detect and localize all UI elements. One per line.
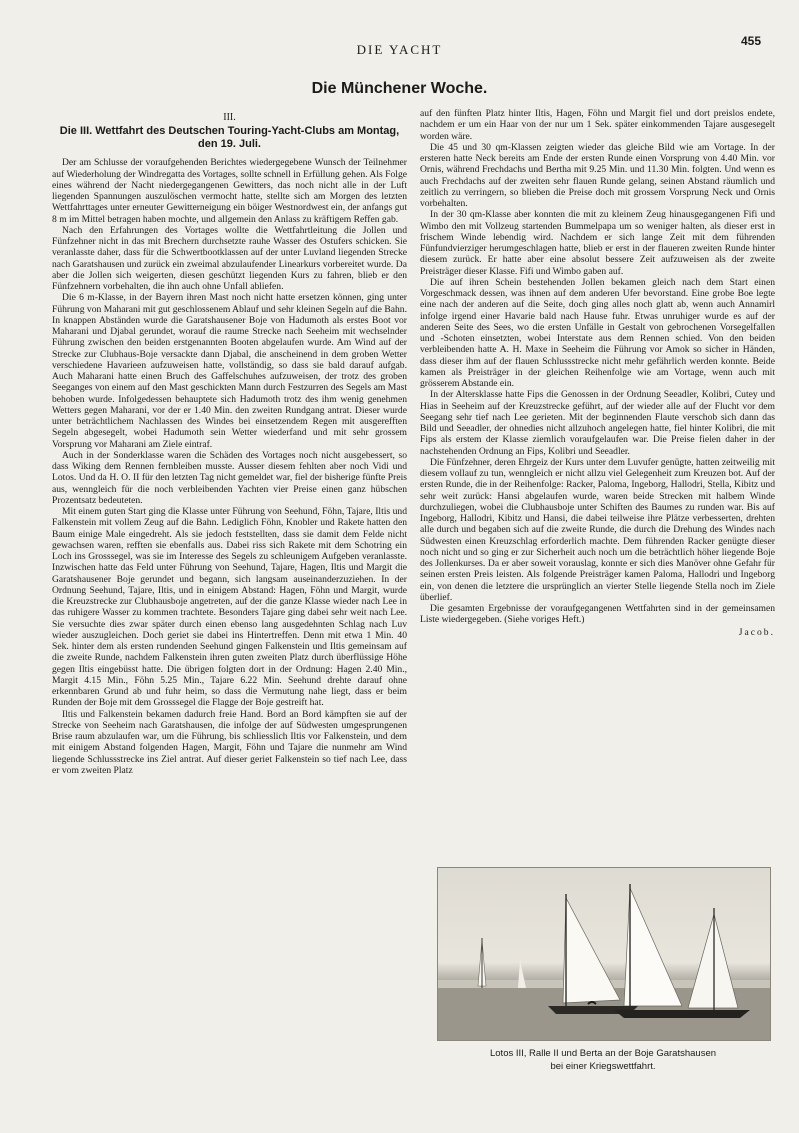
mainsail-right: [688, 914, 738, 1008]
paragraph: Die 45 und 30 qm-Klassen zeigten wieder das gleiche Bild wie am Vortage. In der ersteren hatte Neck bereits am Ende der ersten Runde einen Vorsprung von 4.40 Min. vor Ornis, während Frechdachs und Bertha mit 9.25 Min. und 11.30 Min. folgten. Und wenn es auch Frechdachs auf der zweiten sehr flauen Runde gelang, seinen Abstand räumlich und zeitlich zu verringern, so blieben die Preise doch mit grossem Vorsprung Neck und Ornis vorbehalten.: [420, 141, 775, 209]
sailing-photo: [437, 867, 771, 1041]
paragraph: In der 30 qm-Klasse aber konnten die mit zu kleinem Zeug hinausgegangenen Fifi und Wimbo den mit Vollzeug startenden Bummelpapa um so weniger halten, als dieser erst in frischem Winde lebendig wird. Nachdem er sich lange Zeit mit dem führenden Fünfundvierziger herumgeschlagen hatte, blieb er erst in der flaueren zweiten Runde hinter diesem zurück. Er hatte aber eine absolut bessere Zeit aufzuweisen als der zweite Preisträger dieser Klasse. Fifi und Wimbo gaben auf.: [420, 209, 775, 277]
paragraph: Der am Schlusse der voraufgehenden Berichtes wiedergegebene Wunsch der Teilnehmer auf Wiederholung der Windregatta des Vortages, sollte schnell in Erfüllung gehen. Als Folge eines während der Nacht niedergegangenen Gewitters, das noch nicht alle in der Luft liegenden Spannungen auszulöschen vermocht hatte, stellte sich am Morgen des letzten Wettfahrttages unter erneuter Gewitterneigung ein böiger Westnordwest ein, der anfangs gut 8 m im Mittel betragen haben mochte, und allgemein den Anlass zu kräftigem Reffen gab.: [52, 157, 408, 225]
paragraph: Die auf ihren Schein bestehenden Jollen bekamen gleich nach dem Start einen Vorgeschmack dessen, was ihnen auf dem anderen Ufer bevorstand. Eine grobe Boe legte eine nach der anderen auf die Seite, doch ging alles noch glatt ab, wenn auch Annamirl infolge irgend einer Havarie bald nach Hause fuhr. Etwas unruhiger wurde es auf der anderen Seite des Sees, wo die ersten Unfälle in Gestalt von gebrochenen Vorsegelfallen und -Schoten einsetzten, wobei Interstate aus dem Rennen schied. Von den beiden verbleibenden hatte A. H. Maxe in Seeheim die Führung vor Amok so sicher in Händen, dass dieser ihm auf der flauen Schlussstrecke nicht mehr gefährlich werden konnte. Beide kamen als Preisträger in der gleichen Reihenfolge wie am Vortage, wenn auch mit grösserem Abstande ein.: [420, 276, 775, 389]
author-signature: Jacob.: [738, 626, 775, 638]
hull-right: [614, 1010, 750, 1018]
paragraph: Nach den Erfahrungen des Vortages wollte die Wettfahrtleitung die Jollen und Fünfzehner nicht in das mit Brechern durchsetzte rauhe Wasser des Ostufers schicken. Sie veranlasste daher, dass für die Schwertbootklassen auf der unter Luvland liegenden Strecke nach Garatshausen und zurück ein zweimal abzulaufender Linearkurs vorbereitet wurde. Da aber die Jollen sich weigerten, diesen geschützt liegenden Kurs zu fahren, blieb er den Fünfzehnern vorbehalten, die ihn auch ohne Unfall abliefen.: [52, 224, 407, 292]
left-column: [52, 112, 407, 776]
page-number: 455: [740, 34, 761, 48]
paragraph: Die 6 m-Klasse, in der Bayern ihren Mast noch nicht hatte ersetzen können, ging unter Führung von Maharani mit gut geschlossenem Ablauf und sehr kleinen Segeln auf die Bahn. In knappen Abständen wurde die Garatshausener Boje von Hadumoth als erstes Boot vor Maharani und Djabal gerundet, worauf die raume Strecke nach Seeheim mit wechselnder Führung zwischen den beiden erstgenannten Booten abgelaufen wurde. Am Wind auf der Strecke zur Clubhaus-Boje versackte dann Djabal, die anscheinend in dem groben Wetter verschiedene Havarieen aufzuweisen hatte, vollständig, so dass sie bald darauf aufgab. Auch Maharani hatte einen Bruch des Gaffelschuhes aufzuweisen, der trotz des groben Seeganges von einem auf den Mast geschickten Mann durch Festzurren des Segels am Mast behoben wurde. Infolgedessen behauptete sich Hadumoth trotz des ihm wenig genehmen Wetters gegen Maharani, vor der er 1.40 Min. den zweiten Rundgang antrat. Dieser wurde unter beträchtlichem Nachlassen des Windes bei einsetzendem Regen mit ausgerefften Segeln abgesegelt, wobei Hadumoth sein Wetter wiederfand und mit sehr grossem Vorsprung vor Maharani am Ziele eintraf.: [52, 292, 407, 450]
paragraph: Auch in der Sonderklasse waren die Schäden des Vortages noch nicht ausgebessert, so dass Wiking dem Rennen fernbleiben musste. Ausser diesem fehlten aber noch Vidi und Lotos. Und da H. O. II für den letzten Tag nicht gemeldet war, fiel der bisherige fünfte Preis aus, wenngleich für die noch verbleibenden Yachten vier Preise einen ganz hübschen Prozentsatz bedeuteten.: [52, 449, 407, 506]
paragraph: In der Altersklasse hatte Fips die Genossen in der Ordnung Seeadler, Kolibri, Cutey und Hias in Seeheim auf der Kreuzstrecke geführt, auf der wieder alle auf der Flucht vor dem Seegang sehr tief nach Lee gerieten. Mit der beginnenden Flaute verschob sich dann das Bild und Seeadler, der ohnedies nicht allzuhoch angelegen hatte, fiel hinter Kolibri, die mit Fips als erstem der Klasse ziemlich voraufgelaufen war. Die Preise fielen daher in der nachstehenden Ordnung an Fips, Kolibri und Seeadler.: [420, 389, 775, 457]
photo-caption: [437, 1047, 769, 1073]
article-title: Die Münchener Woche.: [311, 80, 488, 97]
running-header: DIE YACHT: [356, 42, 443, 57]
distant-sail-small: [518, 960, 526, 988]
mainsail-left: [563, 898, 620, 1003]
right-column: [420, 108, 775, 638]
paragraph: Iltis und Falkenstein bekamen dadurch freie Hand. Bord an Bord kämpften sie auf der Strecke von Seeheim nach Garatshausen, die infolge der auf Südwesten umgesprungenen Brise raum abzulaufen war, um die Führung, bis schliesslich Iltis vor Falkenstein, und dem mit einigem Abstand folgenden Hagen, Margit, Föhn und Tajare die nunmehr am Wind liegende Schlussstrecke ins Ziel antrat. Auf dieser geriet Falkenstein so tief nach Lee, dass er vom zweiten Platz: [52, 708, 407, 776]
paragraph: Die gesamten Ergebnisse der voraufgegangenen Wettfahrten sind in der gemeinsamen Liste wiedergegeben. (Siehe voriges Heft.): [420, 603, 775, 626]
caption-line: bei einer Kriegswettfahrt.: [550, 1061, 656, 1072]
section-number: III.: [223, 112, 236, 123]
photo-illustration: [438, 868, 770, 1040]
paragraph: Mit einem guten Start ging die Klasse unter Führung von Seehund, Föhn, Tajare, Iltis und Falkenstein mit vollem Zeug auf die Bahn. Lediglich Föhn, Knobler und Rakete hatten den Baum einige Male eingedreht. Als sie jedoch feststellten, dass sie damit dem Felde nicht gewachsen waren, refften sie ebenfalls aus. Dabei riss sich Rakete mit dem Schotring ein Loch ins Grosssegel, was sie im Interesse des Segels zu schleunigem Aufgeben veranlasste. Inzwischen hatte das Feld unter Führung von Seehund, Tajare, Hagen, Iltis und Margit die Garatshausener Boje gerundet und begann, sich langsam auseinanderzuziehen. In der Ordnung Seehund, Tajare, Iltis, und in einigem Abstand: Hagen, Föhn und Margit, wurde die Kreuzstrecke zur Clubhausboje angetreten, auf der die ganze Klasse wieder nach Lee in das ruhigere Wasser zu kommen trachtete. Besonders Tajare ging dabei sehr weit nach Lee. Sie versuchte dies zwar später durch einen ebenso lang ausgedehnten Schlag nach Luv wieder auszugleichen. Doch geriet sie dabei ins Hintertreffen. Denn mit etwa 1 Min. 40 Sek. hinter dem als ersten rundenden Seehund gingen Falkenstein und Iltis gemeinsam auf die zweite Runde, nachdem Falkenstein ihren guten zweiten Platz durch überflüssige Höhe gegen Iltis eingebüsst hatte. Die übrigen folgten dort in der Ordnung: Hagen 2.40 Min., Margit 4.15 Min., Föhn 5.25 Min., Tajare 6.22 Min. Seehund drehte darauf ohne erkennbaren Grund ab und fuhr heim, so dass die Vermutung nahe liegt, dass er beim Runden der Boje mit dem Grosssegel die Flagge der Boje gestreift hat.: [52, 506, 407, 709]
mainsail-center: [624, 888, 682, 1006]
paragraph: Die Fünfzehner, deren Ehrgeiz der Kurs unter dem Luvufer genügte, hatten zeitweilig mit diesem vollauf zu tun, wenngleich er nicht allzu viel Gelegenheit zum Kreuzen bot. Auf der ersten Runde, die in der Reihenfolge: Racker, Paloma, Ingeborg, Hallodri, Stella, Kibitz und sehr weit zurück: Hansi abgelaufen wurde, waren beide Strecken mit halbem Winde durchzuliegen, wobei die Clubhausboje unter Schiften des Baumes zu runden war. Bis auf Ingeborg, Hallodri, Kibitz und Hansi, die dabei teilweise ihre Plätze verbesserten, drehten alle durch und begaben sich auf die zweite Runde, die durch die Drehung des Windes nach Südwesten einen Kreuzschlag erforderlich machte. Dem führenden Racker genügte dieser noch nicht und so ging er zur Sicherheit auch noch um die beträchtlich höher liegende Boje des Jollenkurses. Da er aber soweit vorauslag, konnte er sich dies Manöver ohne Gefahr für seinen ersten Preis leisten. Als folgende Preisträger kamen Paloma, Hallodri und Ingeborg ein, von denen die letztere die ursprünglich an vierter Stelle liegende Stella noch im Ziele überlief.: [420, 456, 775, 603]
caption-line: Lotos III, Ralle II und Berta an der Boje Garatshausen: [489, 1048, 717, 1059]
section-title: Die III. Wettfahrt des Deutschen Touring-Yacht-Clubs am Montag, den 19. Juli.: [59, 125, 400, 151]
paragraph: auf den fünften Platz hinter Iltis, Hagen, Föhn und Margit fiel und dort preislos endete, nachdem er um ein Haar von der nur um 1 Sek. später einkommenden Tajare ausgesegelt worden wäre.: [420, 108, 775, 142]
